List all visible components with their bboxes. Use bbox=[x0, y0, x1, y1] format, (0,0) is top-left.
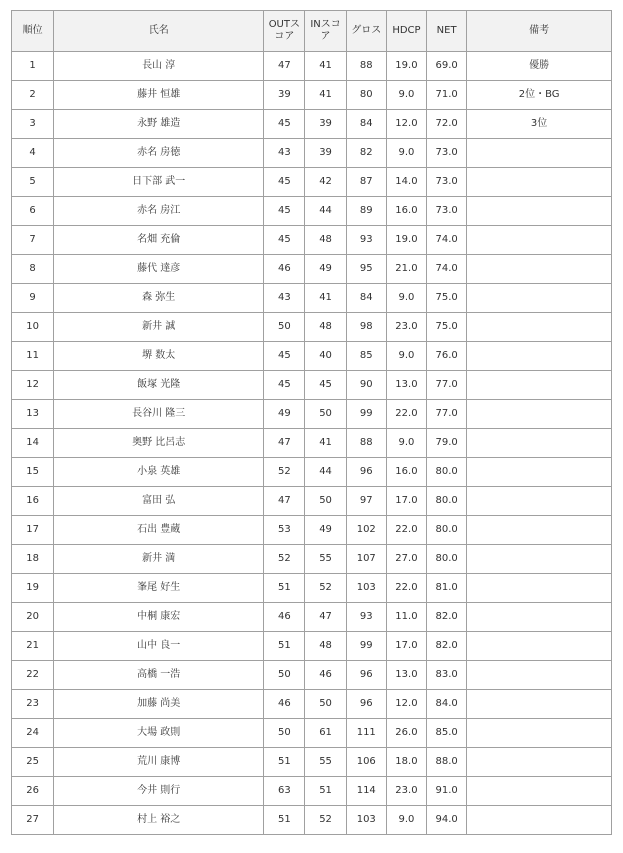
cell-net: 76.0 bbox=[427, 342, 467, 371]
cell-hdcp: 22.0 bbox=[386, 516, 426, 545]
cell-gross: 80 bbox=[346, 81, 386, 110]
cell-note bbox=[467, 400, 612, 429]
cell-note: 2位・BG bbox=[467, 81, 612, 110]
cell-out-score: 52 bbox=[264, 545, 305, 574]
cell-out-score: 43 bbox=[264, 139, 305, 168]
cell-rank: 9 bbox=[12, 284, 54, 313]
table-row bbox=[12, 632, 612, 661]
cell-note bbox=[467, 690, 612, 719]
cell-net: 80.0 bbox=[427, 516, 467, 545]
cell-in-score: 41 bbox=[305, 52, 346, 81]
cell-out-score: 50 bbox=[264, 313, 305, 342]
cell-note bbox=[467, 632, 612, 661]
cell-note bbox=[467, 458, 612, 487]
cell-note bbox=[467, 574, 612, 603]
cell-name: 藤代 達彦 bbox=[54, 255, 264, 284]
cell-note bbox=[467, 545, 612, 574]
cell-out-score: 47 bbox=[264, 52, 305, 81]
cell-net: 73.0 bbox=[427, 197, 467, 226]
cell-hdcp: 21.0 bbox=[386, 255, 426, 284]
cell-note bbox=[467, 748, 612, 777]
cell-name: 森 弥生 bbox=[54, 284, 264, 313]
cell-note bbox=[467, 661, 612, 690]
cell-hdcp: 19.0 bbox=[386, 226, 426, 255]
cell-gross: 84 bbox=[346, 110, 386, 139]
cell-name: 今井 則行 bbox=[54, 777, 264, 806]
cell-hdcp: 9.0 bbox=[386, 806, 426, 835]
cell-hdcp: 26.0 bbox=[386, 719, 426, 748]
cell-out-score: 51 bbox=[264, 748, 305, 777]
cell-hdcp: 13.0 bbox=[386, 371, 426, 400]
cell-out-score: 45 bbox=[264, 110, 305, 139]
table-row bbox=[12, 52, 612, 81]
table-row bbox=[12, 545, 612, 574]
cell-name: 奥野 比呂志 bbox=[54, 429, 264, 458]
cell-name: 長山 淳 bbox=[54, 52, 264, 81]
cell-rank: 24 bbox=[12, 719, 54, 748]
cell-name: 赤名 房江 bbox=[54, 197, 264, 226]
cell-name: 荒川 康博 bbox=[54, 748, 264, 777]
cell-note bbox=[467, 371, 612, 400]
table-row bbox=[12, 255, 612, 284]
cell-in-score: 44 bbox=[305, 197, 346, 226]
cell-net: 82.0 bbox=[427, 632, 467, 661]
cell-rank: 7 bbox=[12, 226, 54, 255]
cell-in-score: 49 bbox=[305, 255, 346, 284]
cell-gross: 98 bbox=[346, 313, 386, 342]
cell-gross: 99 bbox=[346, 632, 386, 661]
cell-rank: 3 bbox=[12, 110, 54, 139]
cell-rank: 13 bbox=[12, 400, 54, 429]
cell-gross: 96 bbox=[346, 690, 386, 719]
cell-name: 日下部 武一 bbox=[54, 168, 264, 197]
table-row bbox=[12, 81, 612, 110]
cell-net: 84.0 bbox=[427, 690, 467, 719]
cell-net: 83.0 bbox=[427, 661, 467, 690]
cell-hdcp: 13.0 bbox=[386, 661, 426, 690]
table-row bbox=[12, 197, 612, 226]
cell-net: 80.0 bbox=[427, 487, 467, 516]
cell-net: 91.0 bbox=[427, 777, 467, 806]
cell-note bbox=[467, 516, 612, 545]
cell-net: 81.0 bbox=[427, 574, 467, 603]
cell-gross: 96 bbox=[346, 458, 386, 487]
table-row bbox=[12, 342, 612, 371]
cell-net: 80.0 bbox=[427, 545, 467, 574]
cell-hdcp: 22.0 bbox=[386, 400, 426, 429]
cell-name: 石出 豊蔵 bbox=[54, 516, 264, 545]
cell-hdcp: 22.0 bbox=[386, 574, 426, 603]
cell-in-score: 50 bbox=[305, 690, 346, 719]
table-row bbox=[12, 226, 612, 255]
cell-gross: 103 bbox=[346, 574, 386, 603]
cell-net: 85.0 bbox=[427, 719, 467, 748]
cell-in-score: 39 bbox=[305, 110, 346, 139]
cell-name: 峯尾 好生 bbox=[54, 574, 264, 603]
table-row bbox=[12, 371, 612, 400]
cell-gross: 88 bbox=[346, 429, 386, 458]
cell-rank: 25 bbox=[12, 748, 54, 777]
cell-gross: 106 bbox=[346, 748, 386, 777]
cell-gross: 93 bbox=[346, 603, 386, 632]
cell-out-score: 43 bbox=[264, 284, 305, 313]
cell-name: 長谷川 隆三 bbox=[54, 400, 264, 429]
cell-note: 優勝 bbox=[467, 52, 612, 81]
cell-out-score: 45 bbox=[264, 226, 305, 255]
header-row bbox=[12, 11, 612, 52]
cell-net: 74.0 bbox=[427, 255, 467, 284]
cell-out-score: 46 bbox=[264, 690, 305, 719]
cell-net: 88.0 bbox=[427, 748, 467, 777]
header-rank: 順位 bbox=[12, 11, 54, 52]
cell-rank: 4 bbox=[12, 139, 54, 168]
cell-net: 94.0 bbox=[427, 806, 467, 835]
table-row bbox=[12, 487, 612, 516]
cell-in-score: 48 bbox=[305, 226, 346, 255]
cell-hdcp: 27.0 bbox=[386, 545, 426, 574]
table-row bbox=[12, 719, 612, 748]
cell-hdcp: 12.0 bbox=[386, 690, 426, 719]
cell-out-score: 51 bbox=[264, 574, 305, 603]
cell-in-score: 52 bbox=[305, 806, 346, 835]
table-row bbox=[12, 139, 612, 168]
table-row bbox=[12, 748, 612, 777]
cell-rank: 16 bbox=[12, 487, 54, 516]
cell-gross: 96 bbox=[346, 661, 386, 690]
cell-out-score: 50 bbox=[264, 661, 305, 690]
cell-rank: 6 bbox=[12, 197, 54, 226]
cell-net: 69.0 bbox=[427, 52, 467, 81]
cell-rank: 10 bbox=[12, 313, 54, 342]
header-in-score: INスコア bbox=[305, 11, 346, 52]
cell-rank: 14 bbox=[12, 429, 54, 458]
cell-in-score: 40 bbox=[305, 342, 346, 371]
cell-gross: 95 bbox=[346, 255, 386, 284]
header-note: 備考 bbox=[467, 11, 612, 52]
cell-in-score: 44 bbox=[305, 458, 346, 487]
cell-name: 富田 弘 bbox=[54, 487, 264, 516]
header-out-score: OUTスコア bbox=[264, 11, 305, 52]
cell-net: 74.0 bbox=[427, 226, 467, 255]
cell-note bbox=[467, 777, 612, 806]
cell-out-score: 39 bbox=[264, 81, 305, 110]
table-row bbox=[12, 168, 612, 197]
cell-name: 高橋 一浩 bbox=[54, 661, 264, 690]
cell-hdcp: 14.0 bbox=[386, 168, 426, 197]
cell-out-score: 52 bbox=[264, 458, 305, 487]
cell-name: 名畑 充倫 bbox=[54, 226, 264, 255]
cell-name: 堺 数太 bbox=[54, 342, 264, 371]
cell-hdcp: 17.0 bbox=[386, 487, 426, 516]
cell-note bbox=[467, 719, 612, 748]
cell-hdcp: 9.0 bbox=[386, 284, 426, 313]
cell-hdcp: 9.0 bbox=[386, 81, 426, 110]
cell-name: 赤名 房徳 bbox=[54, 139, 264, 168]
table-row bbox=[12, 661, 612, 690]
cell-rank: 12 bbox=[12, 371, 54, 400]
cell-note bbox=[467, 313, 612, 342]
cell-rank: 5 bbox=[12, 168, 54, 197]
cell-rank: 17 bbox=[12, 516, 54, 545]
cell-net: 71.0 bbox=[427, 81, 467, 110]
cell-rank: 23 bbox=[12, 690, 54, 719]
cell-in-score: 48 bbox=[305, 313, 346, 342]
cell-hdcp: 23.0 bbox=[386, 313, 426, 342]
cell-hdcp: 11.0 bbox=[386, 603, 426, 632]
cell-net: 79.0 bbox=[427, 429, 467, 458]
table-row bbox=[12, 516, 612, 545]
table-row bbox=[12, 429, 612, 458]
cell-rank: 11 bbox=[12, 342, 54, 371]
cell-rank: 1 bbox=[12, 52, 54, 81]
cell-in-score: 55 bbox=[305, 748, 346, 777]
cell-out-score: 46 bbox=[264, 255, 305, 284]
cell-name: 加藤 尚美 bbox=[54, 690, 264, 719]
cell-gross: 84 bbox=[346, 284, 386, 313]
cell-in-score: 42 bbox=[305, 168, 346, 197]
cell-out-score: 45 bbox=[264, 197, 305, 226]
cell-gross: 87 bbox=[346, 168, 386, 197]
table-row bbox=[12, 603, 612, 632]
cell-name: 永野 雄造 bbox=[54, 110, 264, 139]
cell-gross: 85 bbox=[346, 342, 386, 371]
cell-hdcp: 16.0 bbox=[386, 458, 426, 487]
cell-net: 77.0 bbox=[427, 371, 467, 400]
cell-net: 73.0 bbox=[427, 139, 467, 168]
cell-gross: 102 bbox=[346, 516, 386, 545]
cell-net: 77.0 bbox=[427, 400, 467, 429]
header-name: 氏名 bbox=[54, 11, 264, 52]
table-row bbox=[12, 110, 612, 139]
cell-gross: 97 bbox=[346, 487, 386, 516]
cell-hdcp: 19.0 bbox=[386, 52, 426, 81]
cell-gross: 82 bbox=[346, 139, 386, 168]
cell-out-score: 45 bbox=[264, 168, 305, 197]
cell-rank: 18 bbox=[12, 545, 54, 574]
cell-note bbox=[467, 168, 612, 197]
cell-name: 新井 誠 bbox=[54, 313, 264, 342]
table-row bbox=[12, 458, 612, 487]
cell-gross: 103 bbox=[346, 806, 386, 835]
cell-rank: 22 bbox=[12, 661, 54, 690]
cell-note bbox=[467, 226, 612, 255]
cell-rank: 8 bbox=[12, 255, 54, 284]
cell-name: 小泉 英雄 bbox=[54, 458, 264, 487]
cell-hdcp: 17.0 bbox=[386, 632, 426, 661]
cell-hdcp: 9.0 bbox=[386, 342, 426, 371]
cell-in-score: 41 bbox=[305, 429, 346, 458]
table-row bbox=[12, 690, 612, 719]
cell-note bbox=[467, 342, 612, 371]
cell-name: 藤井 恒雄 bbox=[54, 81, 264, 110]
cell-out-score: 53 bbox=[264, 516, 305, 545]
cell-name: 飯塚 光隆 bbox=[54, 371, 264, 400]
table-row bbox=[12, 400, 612, 429]
cell-net: 80.0 bbox=[427, 458, 467, 487]
cell-gross: 90 bbox=[346, 371, 386, 400]
cell-name: 村上 裕之 bbox=[54, 806, 264, 835]
cell-net: 75.0 bbox=[427, 284, 467, 313]
cell-out-score: 45 bbox=[264, 342, 305, 371]
table-row bbox=[12, 777, 612, 806]
cell-rank: 21 bbox=[12, 632, 54, 661]
cell-rank: 2 bbox=[12, 81, 54, 110]
cell-in-score: 48 bbox=[305, 632, 346, 661]
cell-out-score: 63 bbox=[264, 777, 305, 806]
cell-out-score: 51 bbox=[264, 806, 305, 835]
cell-gross: 111 bbox=[346, 719, 386, 748]
cell-in-score: 55 bbox=[305, 545, 346, 574]
cell-note bbox=[467, 603, 612, 632]
cell-net: 82.0 bbox=[427, 603, 467, 632]
results-table bbox=[11, 10, 612, 835]
cell-in-score: 41 bbox=[305, 81, 346, 110]
cell-net: 72.0 bbox=[427, 110, 467, 139]
cell-name: 中桐 康宏 bbox=[54, 603, 264, 632]
cell-note bbox=[467, 255, 612, 284]
cell-rank: 15 bbox=[12, 458, 54, 487]
cell-rank: 19 bbox=[12, 574, 54, 603]
cell-note bbox=[467, 429, 612, 458]
cell-out-score: 50 bbox=[264, 719, 305, 748]
cell-in-score: 61 bbox=[305, 719, 346, 748]
cell-in-score: 52 bbox=[305, 574, 346, 603]
cell-note bbox=[467, 487, 612, 516]
table-row bbox=[12, 806, 612, 835]
cell-gross: 107 bbox=[346, 545, 386, 574]
cell-note: 3位 bbox=[467, 110, 612, 139]
cell-in-score: 49 bbox=[305, 516, 346, 545]
cell-note bbox=[467, 806, 612, 835]
cell-gross: 88 bbox=[346, 52, 386, 81]
cell-hdcp: 23.0 bbox=[386, 777, 426, 806]
cell-note bbox=[467, 284, 612, 313]
cell-in-score: 46 bbox=[305, 661, 346, 690]
cell-in-score: 47 bbox=[305, 603, 346, 632]
cell-gross: 93 bbox=[346, 226, 386, 255]
header-net: NET bbox=[427, 11, 467, 52]
header-gross: グロス bbox=[346, 11, 386, 52]
cell-hdcp: 16.0 bbox=[386, 197, 426, 226]
cell-out-score: 47 bbox=[264, 429, 305, 458]
cell-note bbox=[467, 139, 612, 168]
cell-hdcp: 12.0 bbox=[386, 110, 426, 139]
cell-rank: 26 bbox=[12, 777, 54, 806]
results-body bbox=[12, 52, 612, 835]
cell-out-score: 45 bbox=[264, 371, 305, 400]
cell-in-score: 45 bbox=[305, 371, 346, 400]
cell-in-score: 50 bbox=[305, 487, 346, 516]
cell-rank: 20 bbox=[12, 603, 54, 632]
cell-out-score: 46 bbox=[264, 603, 305, 632]
cell-hdcp: 18.0 bbox=[386, 748, 426, 777]
cell-in-score: 51 bbox=[305, 777, 346, 806]
cell-in-score: 39 bbox=[305, 139, 346, 168]
cell-name: 山中 良一 bbox=[54, 632, 264, 661]
table-row bbox=[12, 574, 612, 603]
cell-out-score: 47 bbox=[264, 487, 305, 516]
cell-net: 75.0 bbox=[427, 313, 467, 342]
header-hdcp: HDCP bbox=[386, 11, 426, 52]
cell-net: 73.0 bbox=[427, 168, 467, 197]
cell-rank: 27 bbox=[12, 806, 54, 835]
cell-out-score: 51 bbox=[264, 632, 305, 661]
cell-hdcp: 9.0 bbox=[386, 139, 426, 168]
cell-in-score: 50 bbox=[305, 400, 346, 429]
cell-name: 大場 政則 bbox=[54, 719, 264, 748]
cell-in-score: 41 bbox=[305, 284, 346, 313]
table-row bbox=[12, 313, 612, 342]
cell-gross: 114 bbox=[346, 777, 386, 806]
cell-gross: 89 bbox=[346, 197, 386, 226]
cell-out-score: 49 bbox=[264, 400, 305, 429]
cell-gross: 99 bbox=[346, 400, 386, 429]
cell-note bbox=[467, 197, 612, 226]
table-row bbox=[12, 284, 612, 313]
cell-hdcp: 9.0 bbox=[386, 429, 426, 458]
cell-name: 新井 満 bbox=[54, 545, 264, 574]
